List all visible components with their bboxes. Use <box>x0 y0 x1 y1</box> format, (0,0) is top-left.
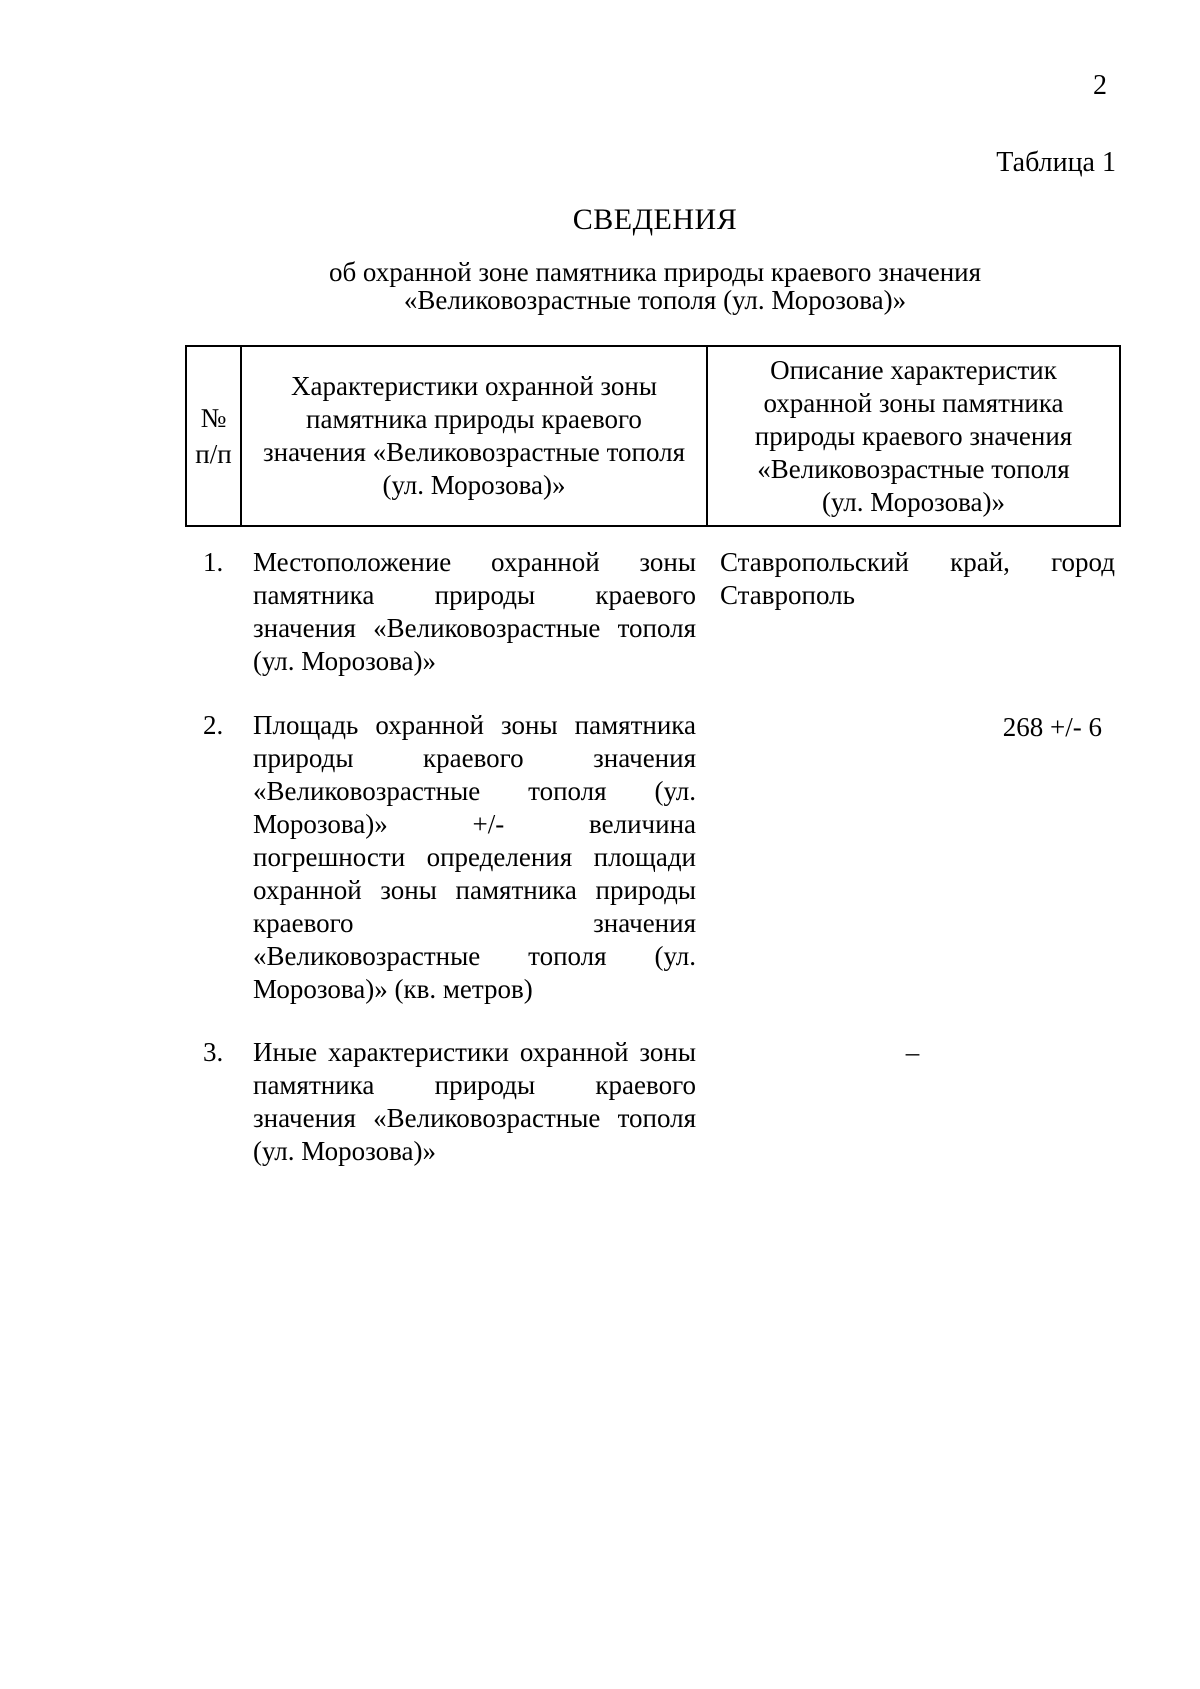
header-desc-line: Описание характеристик <box>770 354 1057 385</box>
row-characteristic: Иные характеристики охранной зоны памятника природы краевого значения «Великовозрастные тополя (ул. Морозова)» <box>253 1037 696 1166</box>
header-char-line: Характеристики охранной зоны <box>290 371 658 401</box>
subtitle-line: об охранной зоне памятника природы краевого значения <box>328 257 982 287</box>
header-desc-line: «Великовозрастные тополя <box>757 453 1070 484</box>
table-label: Таблица 1 <box>996 147 1116 178</box>
header-char-line: (ул. Морозова)» <box>382 470 566 500</box>
row-description: – <box>905 1037 920 1067</box>
header-desc-line: охранной зоны памятника <box>763 387 1064 418</box>
page-number: 2 <box>1093 70 1107 101</box>
row-number: 1. <box>203 547 224 577</box>
document-title: СВЕДЕНИЯ <box>572 203 738 236</box>
row-characteristic: Площадь охранной зоны памятника природы краевого значения «Великовозрастные тополя (ул. Морозова)» +/- величина погрешности определения площади охранной зоны памятника природы краевого значения «Великовозрастные тополя (ул. Морозова)» (кв. метров) <box>253 710 696 1004</box>
header-num-line: п/п <box>195 439 232 469</box>
table-header <box>185 345 1121 527</box>
row-description: Ставропольский край, город Ставрополь <box>720 547 1115 610</box>
row-number: 3. <box>203 1037 224 1067</box>
document-subtitle <box>0 258 1200 314</box>
header-desc-line: природы краевого значения <box>754 420 1073 451</box>
header-desc-line: (ул. Морозова)» <box>822 486 1005 517</box>
header-char-line: памятника природы краевого <box>306 404 642 434</box>
header-num-line: № <box>200 403 227 433</box>
subtitle-line: «Великовозрастные тополя (ул. Морозова)» <box>403 285 907 315</box>
header-cell-num <box>186 346 241 526</box>
row-number: 2. <box>203 710 224 740</box>
row-description: 268 +/- 6 <box>1002 712 1102 742</box>
header-cell-characteristics <box>241 346 707 526</box>
header-char-line: значения «Великовозрастные тополя <box>262 437 686 467</box>
header-cell-description <box>707 346 1120 526</box>
row-characteristic: Местоположение охранной зоны памятника природы краевого значения «Великовозрастные тополя (ул. Морозова)» <box>253 547 696 676</box>
